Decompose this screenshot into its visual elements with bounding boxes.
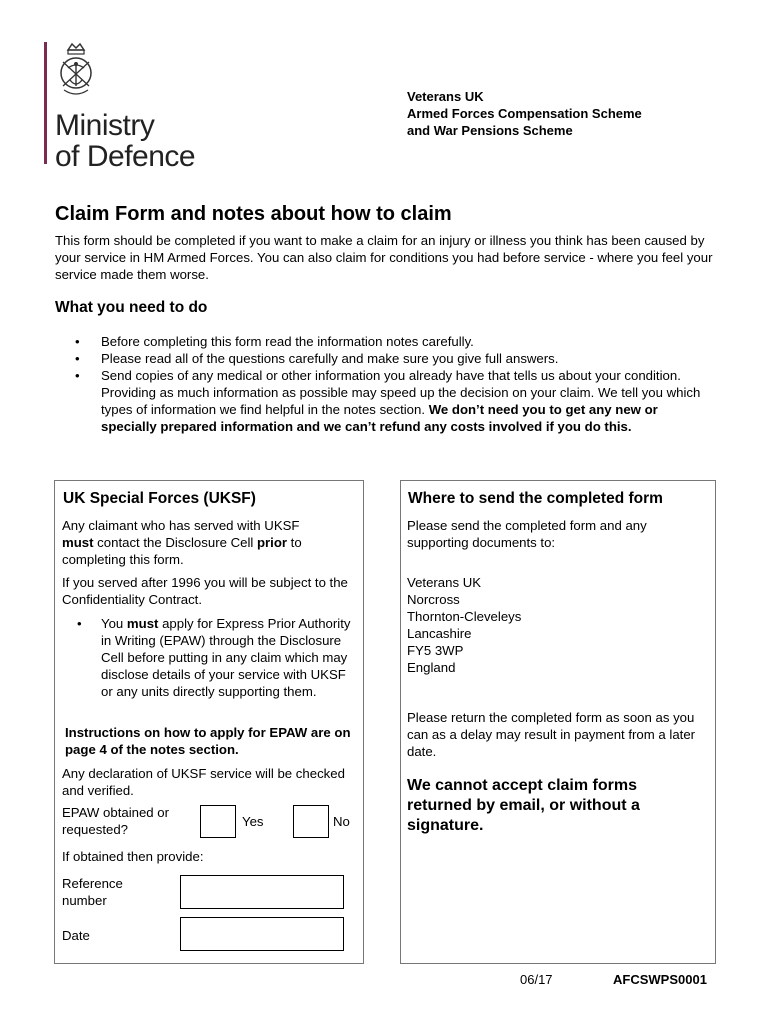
send-to-instructions: Please send the completed form and any supporting documents to: <box>407 518 647 550</box>
list-item: • Please read all of the questions carefully and make sure you give full answers. <box>75 350 715 367</box>
epaw-instructions: Instructions on how to apply for EPAW are on page 4 of the notes section. <box>65 725 351 757</box>
postal-address <box>407 574 707 676</box>
address-line: Norcross <box>407 592 460 607</box>
form-date: 06/17 <box>520 972 553 987</box>
epaw-yes-checkbox[interactable] <box>200 805 236 838</box>
uksf-panel <box>54 480 364 964</box>
date-field[interactable] <box>180 917 344 951</box>
uksf-contact-text: Any claimant who has served with UKSF must contact the Disclosure Cell prior to completing this form. <box>62 518 302 567</box>
uksf-epaw-bullet: • You must apply for Express Prior Authority in Writing (EPAW) through the Disclosure Cell before putting in any claim which may disclose details of your service with UKSF or any units directly supporting them. <box>77 616 351 699</box>
address-line: FY5 3WP <box>407 643 464 658</box>
send-to-heading: Where to send the completed form <box>408 490 663 507</box>
address-line: Lancashire <box>407 626 472 641</box>
no-refund-notice: We don’t need you to get any new or specially prepared information and we can’t refund any costs involved if you do this. <box>101 402 658 434</box>
no-email-warning: We cannot accept claim forms returned by email, or without a signature. <box>407 777 640 834</box>
date-label: Date <box>62 928 90 943</box>
uksf-declaration-text: Any declaration of UKSF service will be checked and verified. <box>62 766 345 798</box>
page-title: Claim Form and notes about how to claim <box>55 203 452 225</box>
uksf-heading: UK Special Forces (UKSF) <box>63 490 256 507</box>
yes-label: Yes <box>242 814 264 829</box>
royal-crest-icon <box>54 40 98 102</box>
brand-bar <box>44 42 47 164</box>
what-to-do-heading: What you need to do <box>55 299 208 316</box>
return-soon-text: Please return the completed form as soon as you can as a delay may result in payment from a later date. <box>407 710 696 759</box>
send-to-panel <box>400 480 716 964</box>
intro-paragraph: This form should be completed if you want to make a claim for an injury or illness you think has been caused by your service in HM Armed Forces. You can also claim for conditions you had before service - where you feel your service made them worse. <box>55 233 713 282</box>
epaw-question-label: EPAW obtained or requested? <box>62 805 170 837</box>
agency-line3: and War Pensions Scheme <box>407 123 573 138</box>
list-item: • Before completing this form read the information notes carefully. <box>75 333 715 350</box>
what-to-do-list <box>75 333 715 435</box>
if-obtained-label: If obtained then provide: <box>62 849 204 864</box>
agency-line1: Veterans UK <box>407 89 484 104</box>
address-line: Thornton-Cleveleys <box>407 609 522 624</box>
reference-number-label: Reference number <box>62 876 123 908</box>
org-name-line2: of Defence <box>55 140 196 173</box>
epaw-no-checkbox[interactable] <box>293 805 329 838</box>
address-line: Veterans UK <box>407 575 482 590</box>
agency-line2: Armed Forces Compensation Scheme <box>407 106 642 121</box>
address-line: England <box>407 660 456 675</box>
list-item: • Send copies of any medical or other information you already have that tells us about your condition. Providing as much information as possible may speed up the decision on your claim. We tell you which types of information we find helpful in the notes section. We don’t need you to get any new or specially prepared information and we can’t refund any costs involved if you do this. <box>75 367 715 435</box>
agency-block <box>407 88 642 139</box>
uksf-confidentiality-text: If you served after 1996 you will be subject to the Confidentiality Contract. <box>62 575 348 607</box>
form-code: AFCSWPS0001 <box>613 972 707 987</box>
no-label: No <box>333 814 350 829</box>
org-name-line1: Ministry <box>55 109 155 142</box>
reference-number-field[interactable] <box>180 875 344 909</box>
